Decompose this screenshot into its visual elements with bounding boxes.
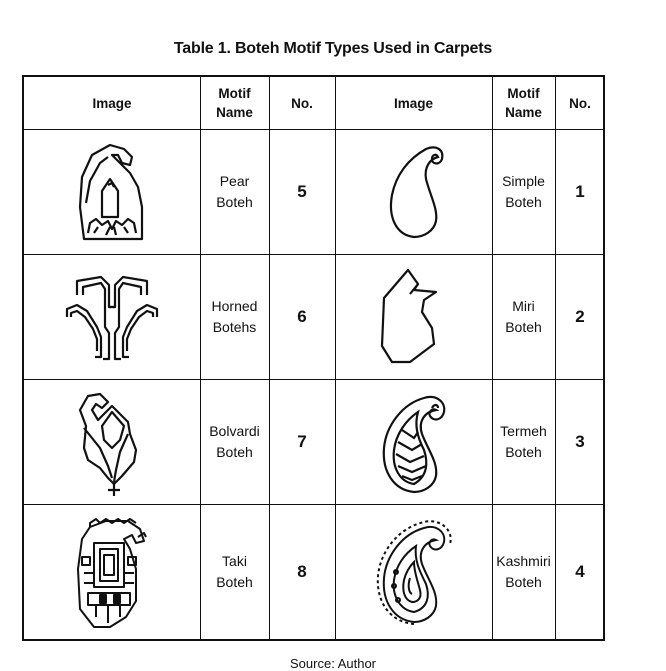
- motif-name-horned-botehs: Horned Botehs: [211, 297, 258, 335]
- motif-number-5: 5: [297, 181, 307, 201]
- motif-number-8: 8: [297, 561, 307, 581]
- motif-number-1: 1: [575, 181, 585, 201]
- motif-number-7: 7: [297, 431, 307, 451]
- motif-name-pear-boteh: Pear Boteh: [216, 172, 253, 210]
- kashmiri-boteh-motif-icon: [335, 504, 492, 639]
- termeh-boteh-motif-icon: [335, 379, 492, 504]
- simple-boteh-motif-icon: [335, 129, 492, 254]
- horned-botehs-motif-icon: [24, 254, 200, 379]
- motif-name-miri-boteh: Miri Boteh: [505, 297, 542, 335]
- motif-number-3: 3: [575, 431, 585, 451]
- pear-boteh-motif-icon: [24, 129, 200, 254]
- taki-boteh-motif-icon: [24, 504, 200, 639]
- bolvardi-boteh-motif-icon: [24, 379, 200, 504]
- header-image-left: Image: [92, 95, 132, 111]
- motif-name-termeh-boteh: Termeh Boteh: [500, 422, 547, 460]
- motif-name-kashmiri-boteh: Kashmiri Boteh: [496, 552, 551, 590]
- header-motif-name-left: Motif Name: [216, 86, 253, 120]
- boteh-motif-table: [22, 75, 605, 641]
- header-no-right: No.: [569, 95, 591, 111]
- motif-name-taki-boteh: Taki Boteh: [216, 552, 253, 590]
- header-motif-name-right: Motif Name: [505, 86, 542, 120]
- miri-boteh-motif-icon: [335, 254, 492, 379]
- motif-name-bolvardi-boteh: Bolvardi Boteh: [209, 422, 260, 460]
- motif-number-6: 6: [297, 306, 307, 326]
- motif-number-2: 2: [575, 306, 585, 326]
- header-no-left: No.: [291, 95, 313, 111]
- table-title: Table 1. Boteh Motif Types Used in Carpets: [173, 40, 493, 57]
- motif-name-simple-boteh: Simple Boteh: [502, 172, 545, 210]
- header-image-right: Image: [393, 95, 434, 111]
- source-note: Source: Author: [290, 656, 376, 671]
- motif-number-4: 4: [575, 561, 585, 581]
